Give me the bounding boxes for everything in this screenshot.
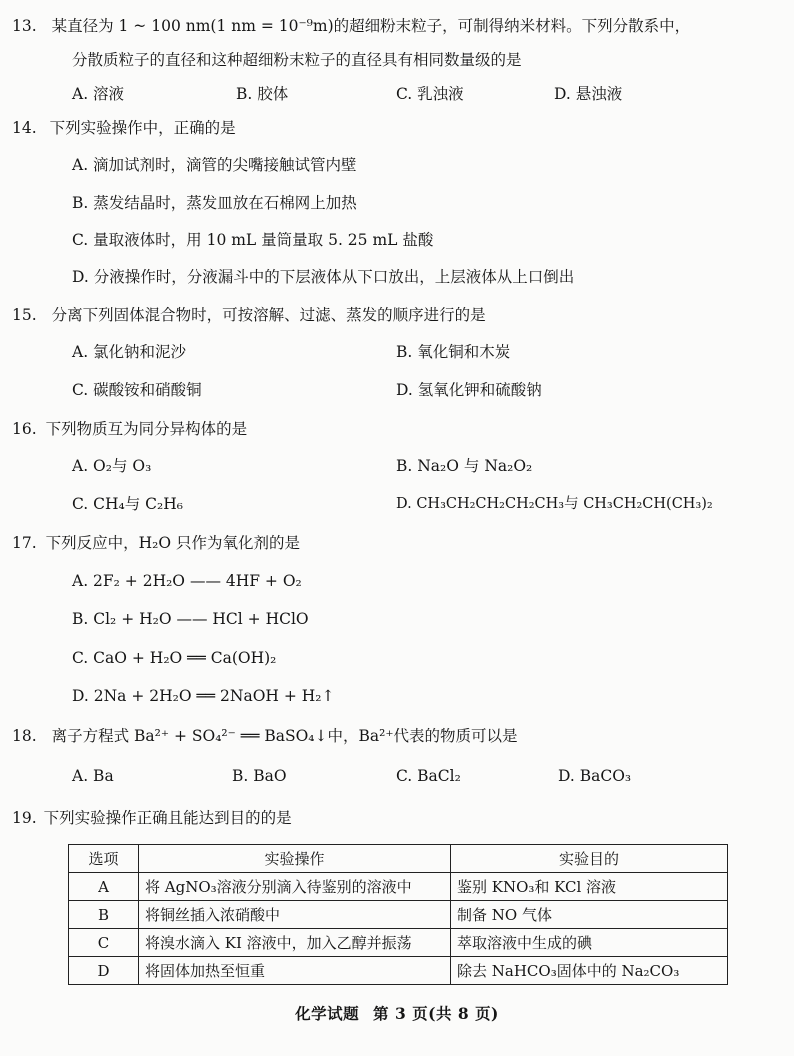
row-purpose: 除去 NaHCO₃固体中的 Na₂CO₃ [451, 957, 728, 985]
question-number: 13. [12, 17, 37, 35]
question-number: 19. [12, 809, 37, 827]
header-purpose: 实验目的 [451, 845, 728, 873]
option-b: B. 蒸发结晶时，蒸发皿放在石棉网上加热 [72, 194, 357, 212]
row-operation: 将溴水滴入 KI 溶液中，加入乙醇并振荡 [139, 929, 451, 957]
question-text: 下列反应中，H₂O 只作为氧化剂的是 [45, 534, 300, 552]
header-operation: 实验操作 [139, 845, 451, 873]
option-a: A. 氯化钠和泥沙 [72, 343, 187, 361]
row-operation: 将固体加热至恒重 [139, 957, 451, 985]
option-c: C. CaO + H₂O ══ Ca(OH)₂ [72, 649, 277, 667]
row-option: C [69, 929, 139, 957]
question-16-stem [12, 419, 247, 439]
footer-subject: 化学试题 [295, 1004, 360, 1023]
question-number: 17. [12, 534, 37, 552]
table-row [69, 901, 728, 929]
option-b: B. BaO [232, 767, 287, 785]
option-d: D. 悬浊液 [554, 85, 623, 103]
question-number: 18. [12, 727, 37, 745]
option-b: B. 氧化铜和木炭 [396, 343, 511, 361]
question-text: 下列物质互为同分异构体的是 [45, 420, 248, 438]
option-a: A. 溶液 [72, 85, 125, 103]
row-purpose: 鉴别 KNO₃和 KCl 溶液 [451, 873, 728, 901]
question-17-stem [12, 533, 300, 553]
experiment-table [68, 844, 728, 985]
question-text: 某直径为 1 ~ 100 nm(1 nm = 10⁻⁹m)的超细粉末粒子，可制得纳米材料。下列分散系中， [51, 17, 691, 35]
question-15-stem [12, 305, 486, 325]
question-number: 14. [12, 119, 37, 137]
option-a: A. O₂与 O₃ [72, 457, 152, 475]
header-option: 选项 [69, 845, 139, 873]
question-19-stem [12, 808, 292, 828]
table-row [69, 957, 728, 985]
question-13-stem-line2: 分散质粒子的直径和这种超细粉末粒子的直径具有相同数量级的是 [72, 51, 522, 69]
option-d: D. CH₃CH₂CH₂CH₂CH₃与 CH₃CH₂CH(CH₃)₂ [396, 496, 713, 512]
question-text: 下列实验操作中，正确的是 [49, 119, 236, 137]
table-row [69, 929, 728, 957]
footer-page-number: 第 3 页(共 8 页) [373, 1004, 499, 1023]
row-operation: 将 AgNO₃溶液分别滴入待鉴别的溶液中 [139, 873, 451, 901]
option-a: A. 滴加试剂时，滴管的尖嘴接触试管内壁 [72, 156, 357, 174]
question-18-stem [12, 726, 518, 746]
option-c: C. 量取液体时，用 10 mL 量筒量取 5. 25 mL 盐酸 [72, 231, 434, 249]
option-c: C. BaCl₂ [396, 767, 461, 785]
row-purpose: 制备 NO 气体 [451, 901, 728, 929]
option-d: D. BaCO₃ [558, 767, 632, 785]
page-footer [0, 1002, 794, 1024]
option-c: C. CH₄与 C₂H₆ [72, 495, 183, 513]
question-number: 16. [12, 420, 37, 438]
question-text: 分离下列固体混合物时，可按溶解、过滤、蒸发的顺序进行的是 [51, 306, 486, 324]
row-option: D [69, 957, 139, 985]
option-b: B. Cl₂ + H₂O —— HCl + HClO [72, 610, 309, 628]
option-b: B. 胶体 [236, 85, 289, 103]
option-a: A. 2F₂ + 2H₂O —— 4HF + O₂ [72, 572, 302, 590]
row-option: A [69, 873, 139, 901]
option-b: B. Na₂O 与 Na₂O₂ [396, 457, 533, 475]
question-text: 下列实验操作正确且能达到目的的是 [43, 809, 292, 827]
row-option: B [69, 901, 139, 929]
row-purpose: 萃取溶液中生成的碘 [451, 929, 728, 957]
table-header-row [69, 845, 728, 873]
option-c: C. 乳浊液 [396, 85, 464, 103]
option-c: C. 碳酸铵和硝酸铜 [72, 381, 202, 399]
question-13-stem [12, 16, 690, 36]
option-d: D. 氢氧化钾和硫酸钠 [396, 381, 542, 399]
row-operation: 将铜丝插入浓硝酸中 [139, 901, 451, 929]
option-d: D. 分液操作时，分液漏斗中的下层液体从下口放出，上层液体从上口倒出 [72, 268, 575, 286]
question-number: 15. [12, 306, 37, 324]
question-14-stem [12, 118, 236, 138]
question-text: 离子方程式 Ba²⁺ + SO₄²⁻ ══ BaSO₄↓中，Ba²⁺代表的物质可以是 [51, 727, 518, 745]
option-a: A. Ba [72, 767, 114, 785]
table-row [69, 873, 728, 901]
option-d: D. 2Na + 2H₂O ══ 2NaOH + H₂↑ [72, 687, 335, 705]
